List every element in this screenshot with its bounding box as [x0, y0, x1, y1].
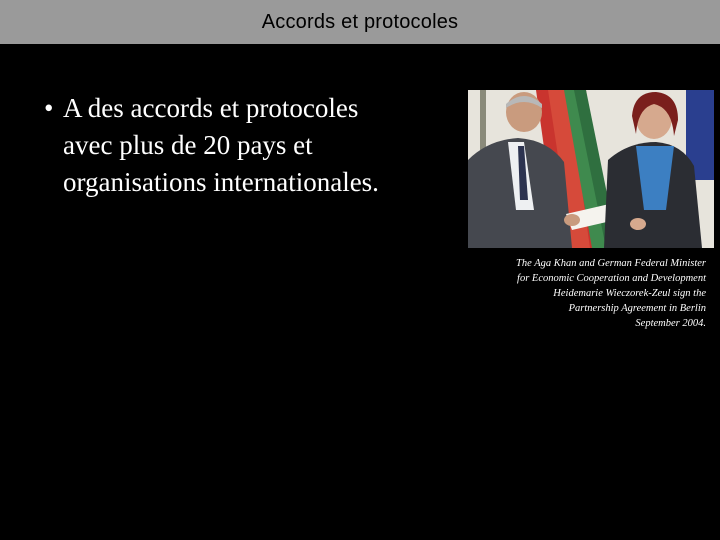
title-bar	[0, 0, 720, 44]
slide-title: Accords et protocoles	[261, 10, 459, 33]
caption-line: Partnership Agreement in Berlin	[568, 303, 706, 314]
photo-illustration	[468, 90, 714, 248]
photo-caption	[470, 256, 706, 331]
caption-line: Heidemarie Wieczorek-Zeul sign the	[553, 288, 706, 299]
caption-line: for Economic Cooperation and Development	[517, 273, 706, 284]
bullet-item	[44, 90, 404, 201]
bullet-marker: •	[44, 93, 54, 123]
caption-line: September 2004.	[635, 318, 706, 329]
signing-photo	[468, 90, 714, 248]
caption-line: The Aga Khan and German Federal Minister	[516, 258, 706, 269]
bullet-text: A des accords et protocoles avec plus de 20 pays et organisations internationales.	[63, 93, 379, 197]
